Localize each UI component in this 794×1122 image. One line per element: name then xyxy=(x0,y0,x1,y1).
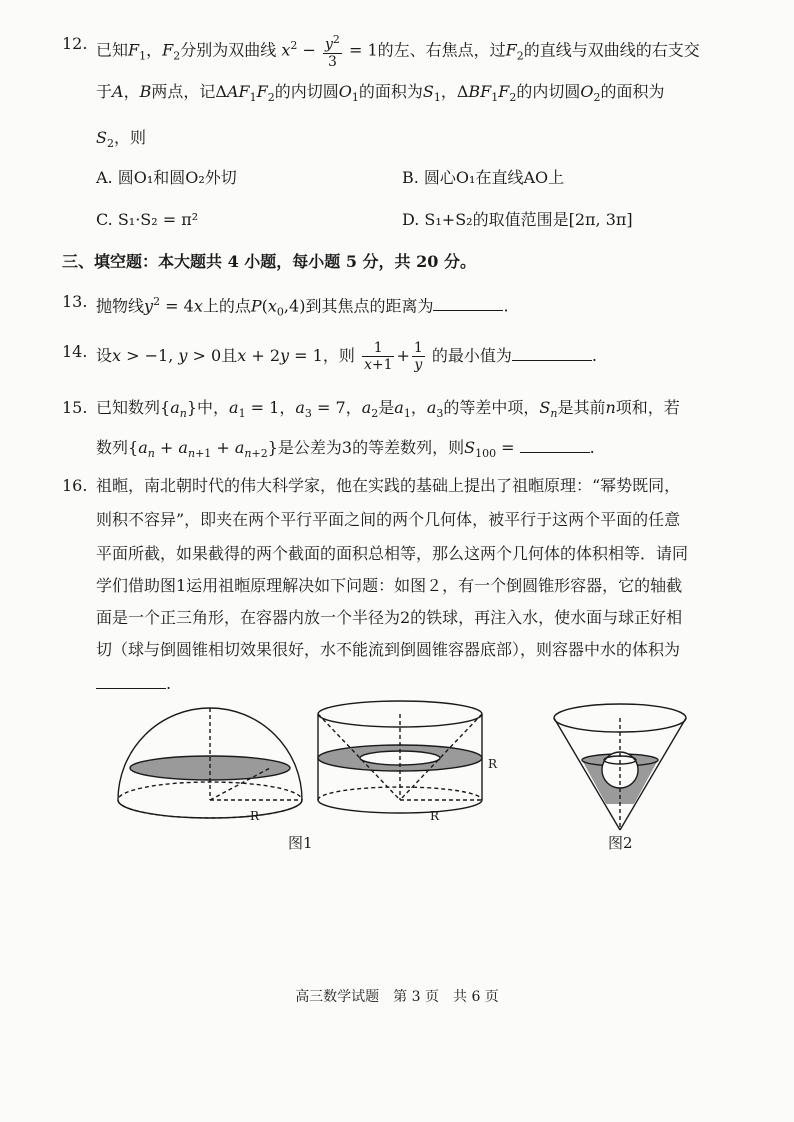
q15-number: 15. xyxy=(62,398,88,417)
fig1-cylinder-height-label: R xyxy=(488,757,498,771)
q14-answer-blank xyxy=(512,346,592,361)
q12-option-a: A. 圆O₁和圆O₂外切 xyxy=(96,168,237,187)
figure-2-diagram xyxy=(548,700,698,835)
figure-1-caption: 图1 xyxy=(288,834,313,852)
hemisphere-shape xyxy=(118,708,302,818)
q16-number: 16. xyxy=(62,476,88,495)
q12-option-b: B. 圆心O₁在直线AO上 xyxy=(402,168,565,187)
fig1-hemisphere-radius-label: R xyxy=(250,809,260,823)
exam-page: 12. 已知$F_1$，$F_2$分别为双曲线 $x^2$ − $\frac{y^2}{3}$ = 1的左、右焦点，过$F_2$的直线与双曲线的右支交 于A，B两点，记$\Delta AF_1F_2$的内切圆$O_1$的面积为$S_1$，$\Delta BF_1F_2$的内切圆$O_2$的面积为 $S_2$，则 A. 圆O₁和圆O₂外切 B. 圆心O₁在直线AO上 C. S₁·S₂ = π² D. S₁+S₂的取值范围是[2π, 3π] 三、填空题：本大题共 4 小题，每小题 5 分，共 20 分。 13. 抛物线$y^2 = 4x$上的点$P(x_0,4)$到其焦点的距离为 . 14. 设x > −1, y > 0且x + 2y = 1，则 $\frac{1}{x+1}$ + $\frac{1}{y}$ 的最小值为 . 15. 已知数列$\{a_n\}$中，$a_1 = 1$，$a_3 = 7$，$a_2$是$a_1$，$a_3$的等差中项，$S_n$是其前n项和，若 数列$\{a_n + a_{n+1} + a_{n+2}\}$是公差为3的等差数列，则$S_{100}$ = . 16. 祖暅，南北朝时代的伟大科学家，他在实践的基础上提出了祖暅原理：“幂势既同， 则积不容异”，即夹在两个平行平面之间的两个几何体，被平行于这两个平面的任意 平面所截，如果截得的两个截面的面积总相等，那么这两个几何体的体积相等．请同 学们借助图1运用祖暅原理解决如下问题：如图２，有一个倒圆锥形容器，它的轴截 面是一个正三角形，在容器内放一个半径为2的铁球，再注入水，使水面与球正好相 切（球与倒圆锥相切效果很好，水不能流到倒圆锥容器底部），则容器中水的体积为 . R R R 图1 图2 高三数学试题 第 3 页 共 6 页 xyxy=(0,0,794,1122)
q13-answer-blank xyxy=(433,296,503,311)
q12-option-c: C. S₁·S₂ = π² xyxy=(96,210,199,229)
fig1-cylinder-radius-label: R xyxy=(430,809,440,823)
q14-number: 14. xyxy=(62,342,88,361)
section-heading: 三、填空题：本大题共 4 小题，每小题 5 分，共 20 分。 xyxy=(62,252,476,271)
page-footer: 高三数学试题 第 3 页 共 6 页 xyxy=(295,989,499,1005)
figure-1-diagram xyxy=(110,700,510,830)
q16-answer-blank xyxy=(96,674,166,689)
q13-number: 13. xyxy=(62,292,88,311)
figure-2-caption: 图2 xyxy=(608,834,633,852)
inverted-cone-shape xyxy=(554,704,686,830)
cylinder-shape xyxy=(318,701,482,813)
q12-option-d: D. S₁+S₂的取值范围是[2π, 3π] xyxy=(402,210,633,229)
q12-number: 12. xyxy=(62,34,88,53)
q15-answer-blank xyxy=(520,438,590,453)
